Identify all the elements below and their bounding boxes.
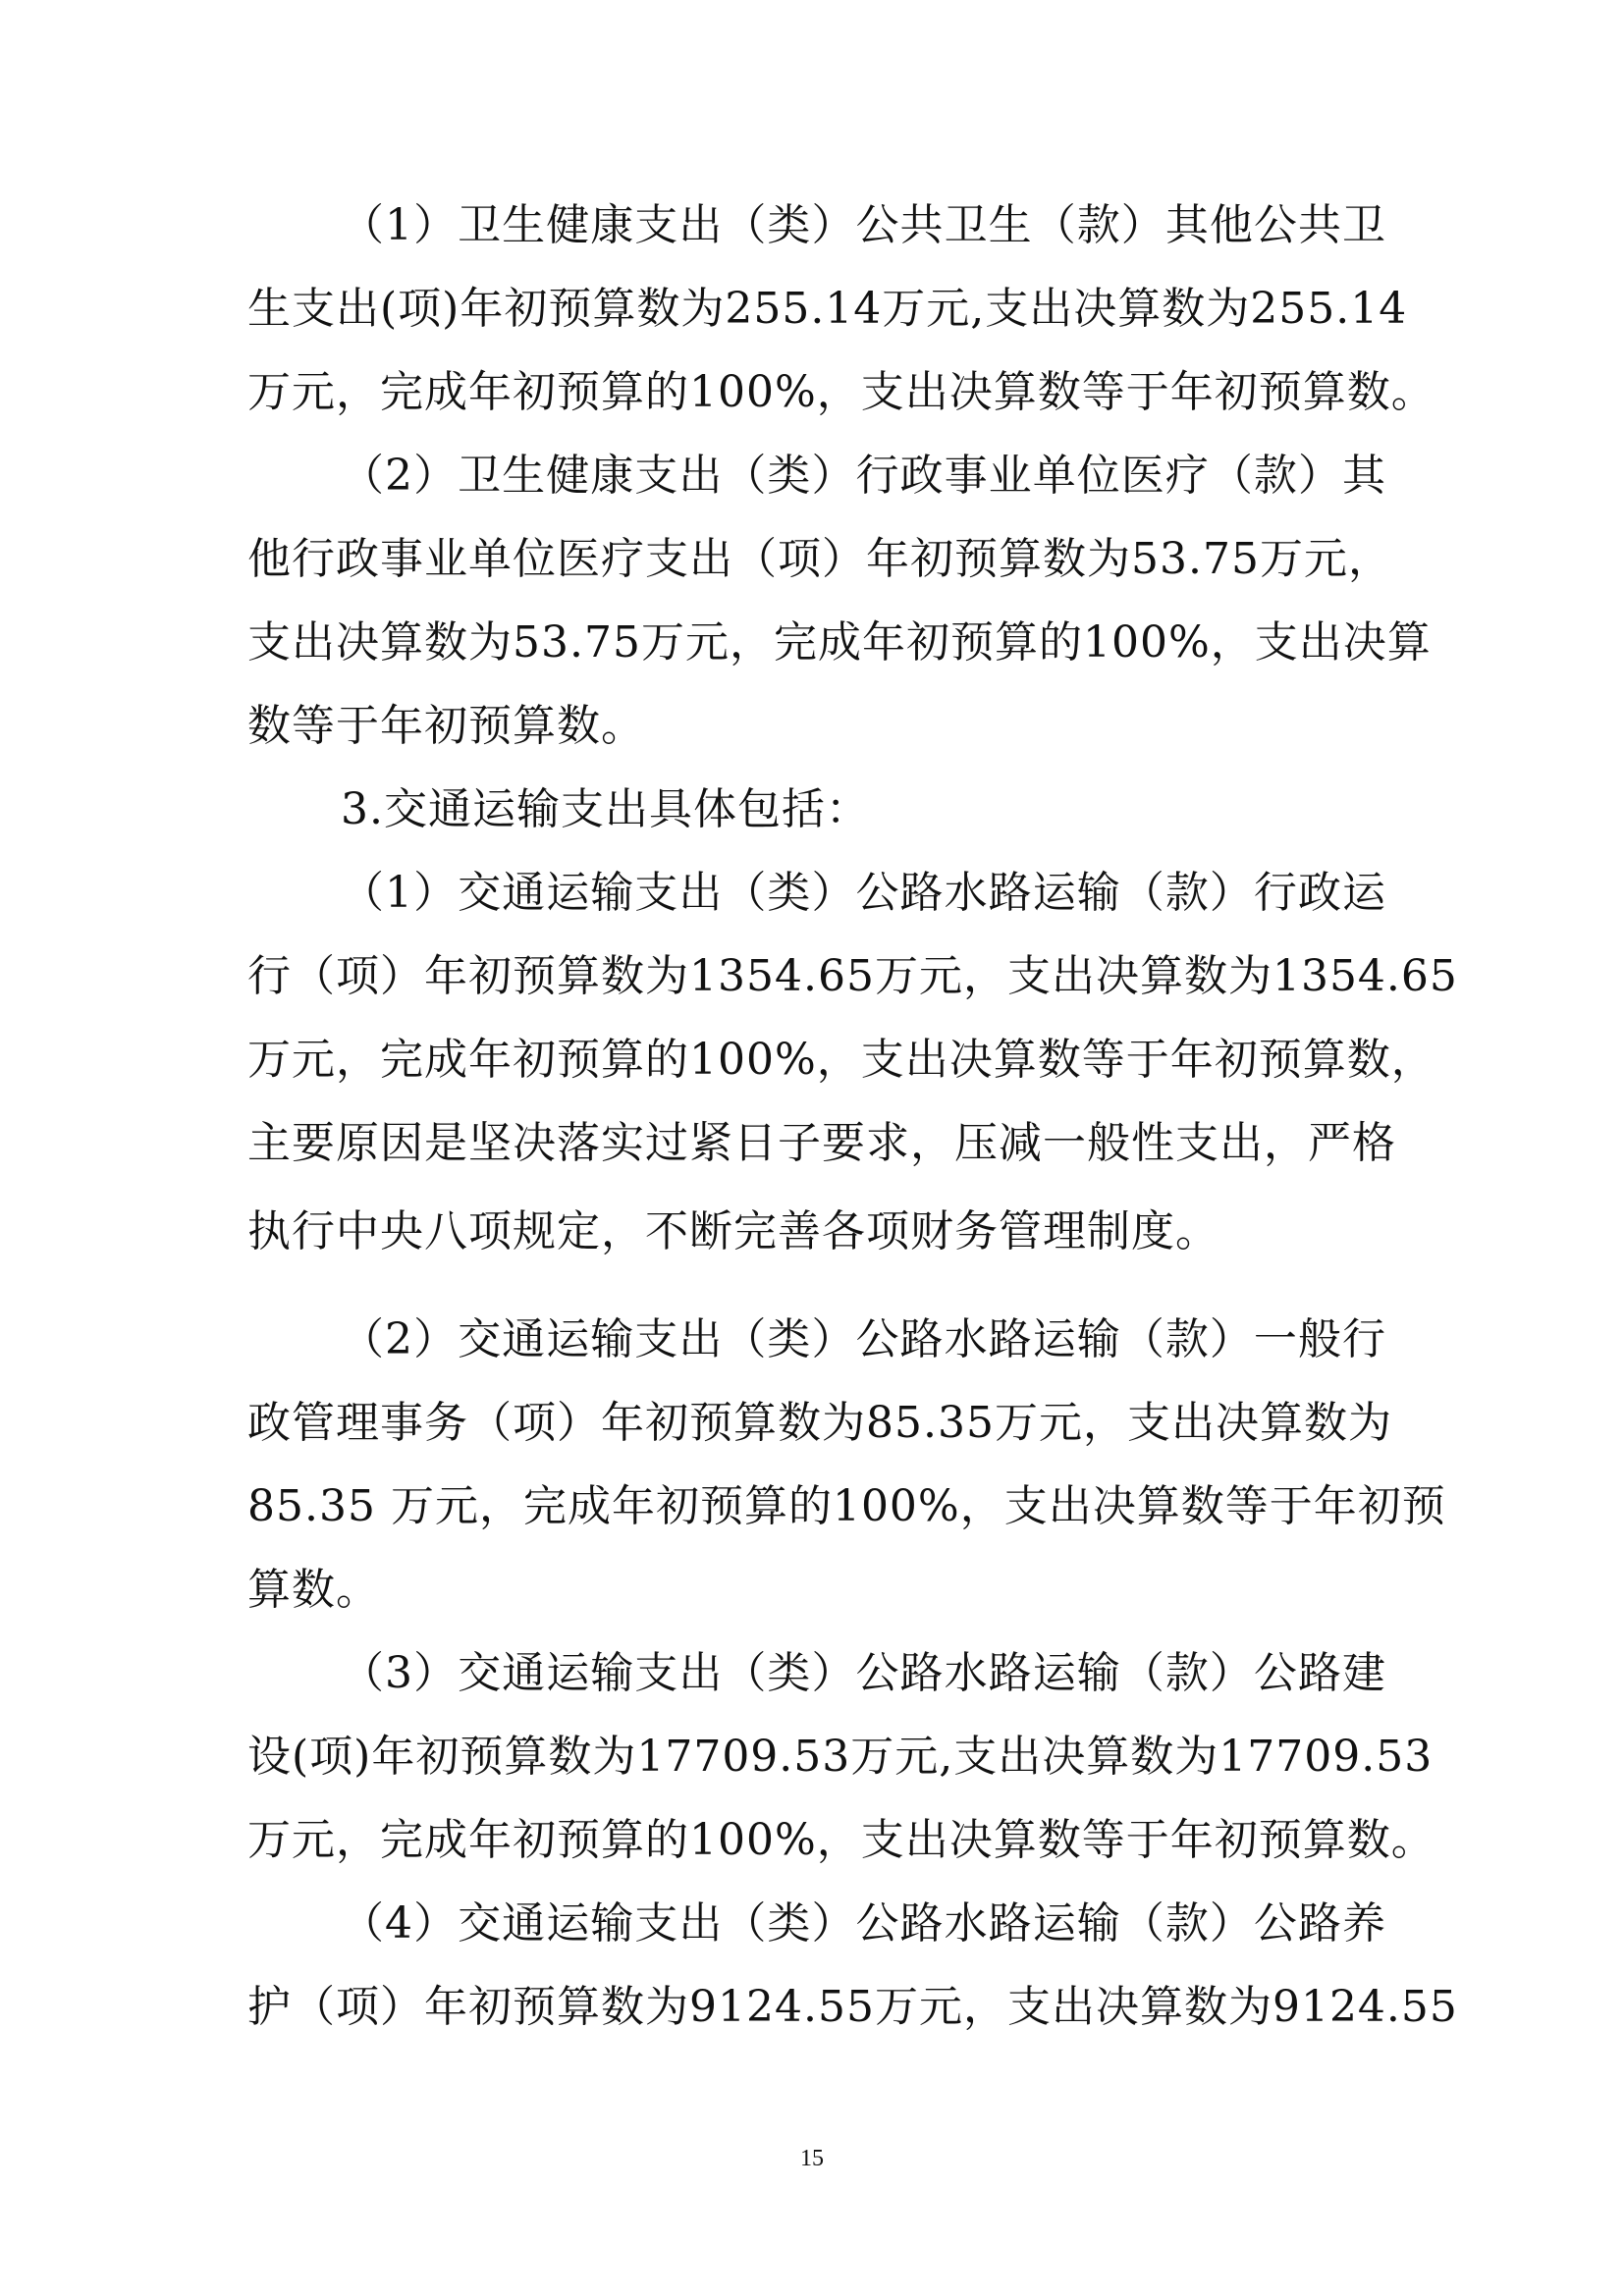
paragraph-line: 生支出(项)年初预算数为255.14万元,支出决算数为255.14 [247, 284, 1408, 334]
paragraph-line: 主要原因是坚决落实过紧日子要求，压减一般性支出，严格 [247, 1118, 1396, 1168]
paragraph-line: 设(项)年初预算数为17709.53万元,支出决算数为17709.53 [247, 1732, 1434, 1782]
paragraph-line: （1）卫生健康支出（类）公共卫生（款）其他公共卫 [341, 200, 1386, 250]
page-number: 15 [800, 2146, 824, 2171]
paragraph-line: 数等于年初预算数。 [247, 701, 645, 751]
paragraph-line: （3）交通运输支出（类）公路水路运输（款）公路建 [341, 1648, 1386, 1698]
paragraph-line: （4）交通运输支出（类）公路水路运输（款）公路养 [341, 1898, 1386, 1949]
paragraph-line: 85.35 万元，完成年初预算的100%，支出决算数等于年初预 [247, 1481, 1446, 1531]
paragraph-line: 行（项）年初预算数为1354.65万元，支出决算数为1354.65 [247, 951, 1458, 1001]
paragraph-line: （2）卫生健康支出（类）行政事业单位医疗（款）其 [341, 451, 1386, 501]
paragraph-line: 执行中央八项规定，不断完善各项财务管理制度。 [247, 1206, 1219, 1256]
paragraph-line: 政管理事务（项）年初预算数为85.35万元，支出决算数为 [247, 1398, 1392, 1448]
paragraph-line: 万元，完成年初预算的100%，支出决算数等于年初预算数。 [247, 1815, 1435, 1865]
paragraph-line: 他行政事业单位医疗支出（项）年初预算数为53.75万元， [247, 534, 1392, 584]
paragraph-line: （1）交通运输支出（类）公路水路运输（款）行政运 [341, 868, 1386, 918]
paragraph-line: 万元，完成年初预算的100%，支出决算数等于年初预算数。 [247, 367, 1435, 417]
paragraph-line: 万元，完成年初预算的100%，支出决算数等于年初预算数， [247, 1035, 1435, 1085]
paragraph-line: 护（项）年初预算数为9124.55万元，支出决算数为9124.55 [247, 1982, 1458, 2032]
section-heading: 3.交通运输支出具体包括： [341, 784, 870, 834]
paragraph-line: 算数。 [247, 1565, 380, 1615]
paragraph-line: 支出决算数为53.75万元，完成年初预算的100%，支出决算 [247, 617, 1432, 667]
paragraph-line: （2）交通运输支出（类）公路水路运输（款）一般行 [341, 1314, 1386, 1364]
